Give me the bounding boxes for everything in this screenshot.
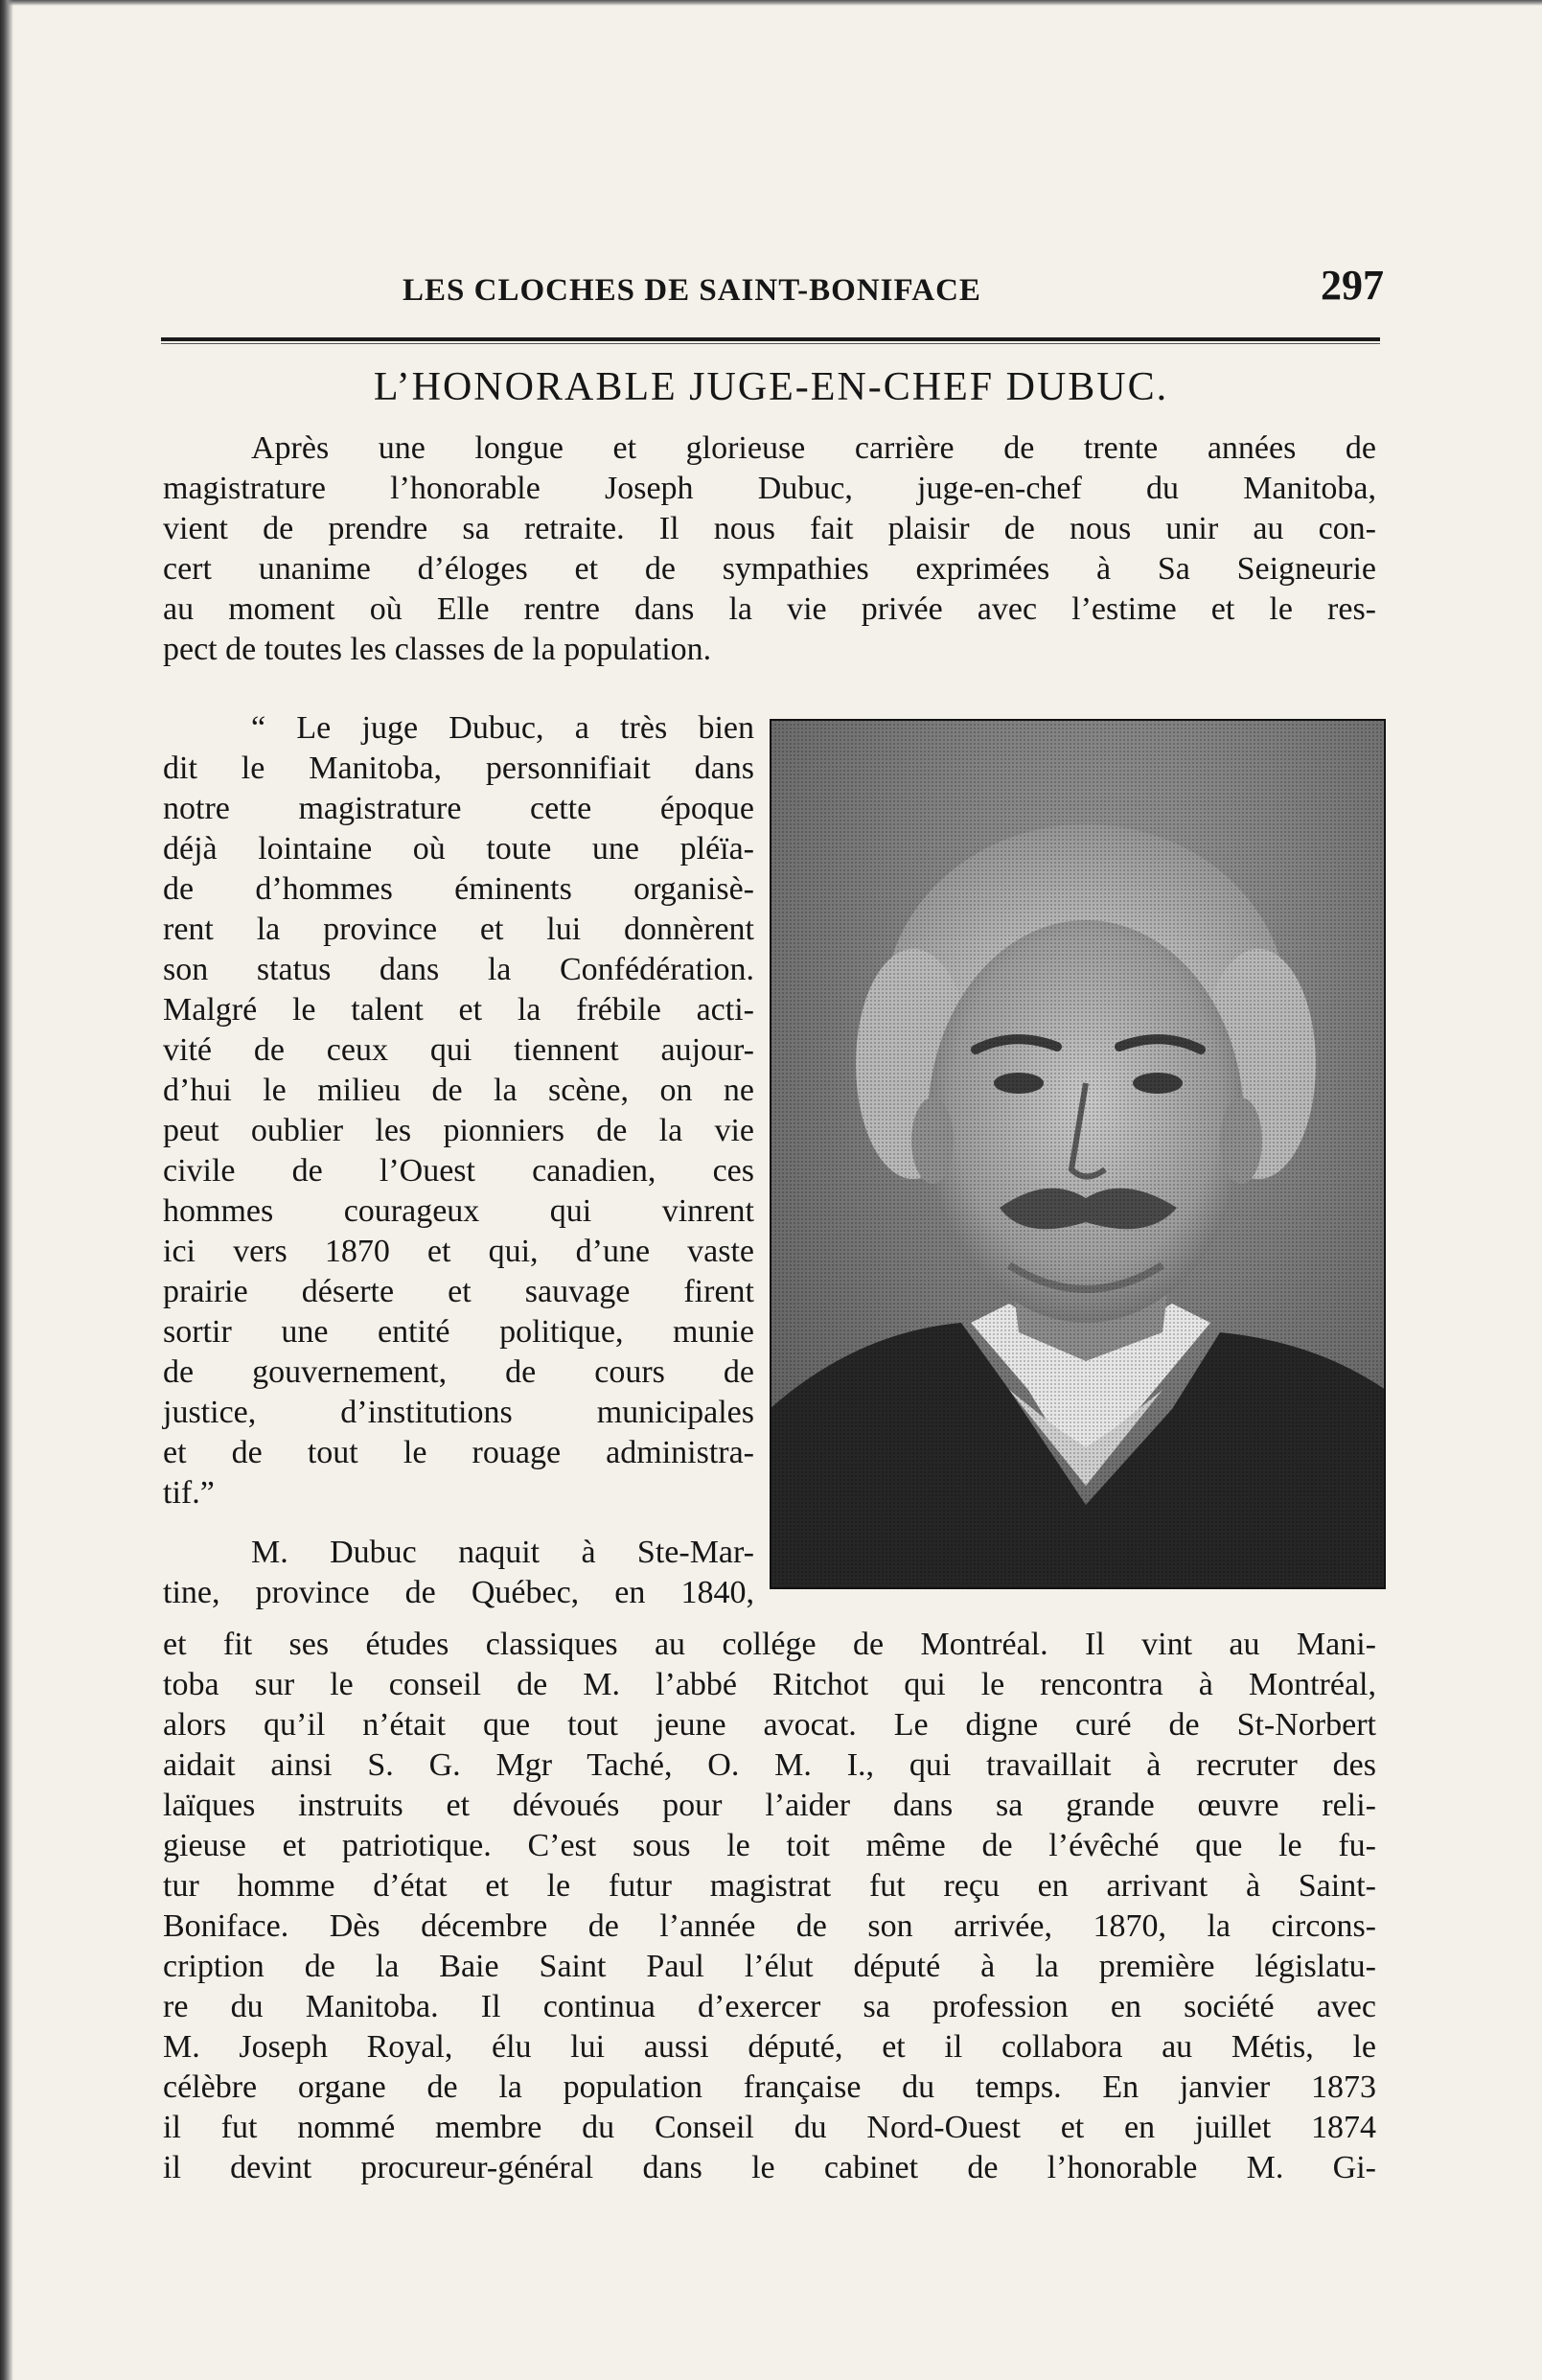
text-line: M. Dubuc naquit à Ste-Mar- [251, 1535, 754, 1570]
text-line: de d’hommes éminents organisè- [163, 871, 754, 907]
text-line: tur homme d’état et le futur magistrat fut reçu en arrivant à Saint- [163, 1868, 1376, 1904]
text-line: sortir une entité politique, munie [163, 1314, 754, 1350]
text-line: tine, province de Québec, en 1840, [163, 1575, 754, 1610]
text-line: gieuse et patriotique. C’est sous le toit même de l’évêché que le fu- [163, 1828, 1376, 1863]
text-line: Malgré le talent et la frébile acti- [163, 992, 754, 1028]
text-line: vient de prendre sa retraite. Il nous fait plaisir de nous unir au con- [163, 511, 1376, 546]
text-line: laïques instruits et dévoués pour l’aider dans sa grande œuvre reli- [163, 1788, 1376, 1823]
text-line: cription de la Baie Saint Paul l’élut député à la première législatu- [163, 1949, 1376, 1984]
binding-edge [0, 0, 13, 2380]
text-line: Boniface. Dès décembre de l’année de son arrivée, 1870, la circons- [163, 1908, 1376, 1944]
text-line: de gouvernement, de cours de [163, 1354, 754, 1390]
text-line: et de tout le rouage administra- [163, 1435, 754, 1470]
text-line: toba sur le conseil de M. l’abbé Ritchot qui le rencontra à Montréal, [163, 1667, 1376, 1702]
header-rule [161, 337, 1380, 341]
running-head: LES CLOCHES DE SAINT-BONIFACE [403, 273, 981, 308]
text-line: justice, d’institutions municipales [163, 1395, 754, 1430]
text-line: célèbre organe de la population française du temps. En janvier 1873 [163, 2069, 1376, 2105]
text-line: re du Manitoba. Il continua d’exercer sa profession en société avec [163, 1989, 1376, 2024]
text-line: tif.” [163, 1475, 215, 1511]
text-line: prairie déserte et sauvage firent [163, 1274, 754, 1309]
text-line: Après une longue et glorieuse carrière de trente années de [251, 430, 1376, 466]
text-line: magistrature l’honorable Joseph Dubuc, juge-en-chef du Manitoba, [163, 471, 1376, 506]
text-line: vité de ceux qui tiennent aujour- [163, 1032, 754, 1068]
page-number: 297 [1321, 262, 1384, 309]
text-line: alors qu’il n’était que tout jeune avocat. Le digne curé de St-Norbert [163, 1707, 1376, 1743]
header-rule-thin [161, 343, 1380, 344]
text-line: pect de toutes les classes de la population. [163, 632, 712, 667]
text-line: peut oublier les pionniers de la vie [163, 1113, 754, 1148]
article-title: L’HONORABLE JUGE-EN-CHEF DUBUC. [373, 365, 1169, 409]
text-line: déjà lointaine où toute une pléïa- [163, 831, 754, 867]
text-line: il fut nommé membre du Conseil du Nord-Ouest et en juillet 1874 [163, 2110, 1376, 2145]
text-line: hommes courageux qui vinrent [163, 1193, 754, 1229]
text-line: d’hui le milieu de la scène, on ne [163, 1073, 754, 1108]
text-line: cert unanime d’éloges et de sympathies exprimées à Sa Seigneurie [163, 551, 1376, 587]
page-edge [0, 0, 1542, 6]
text-line: rent la province et lui donnèrent [163, 912, 754, 947]
text-line: “ Le juge Dubuc, a très bien [251, 710, 754, 746]
text-line: civile de l’Ouest canadien, ces [163, 1153, 754, 1189]
text-line: M. Joseph Royal, élu lui aussi député, et il collabora au Métis, le [163, 2029, 1376, 2065]
text-line: et fit ses études classiques au collége de Montréal. Il vint au Mani- [163, 1627, 1376, 1662]
text-line: dit le Manitoba, personnifiait dans [163, 751, 754, 786]
text-line: au moment où Elle rentre dans la vie privée avec l’estime et le res- [163, 591, 1376, 627]
text-line: notre magistrature cette époque [163, 791, 754, 826]
text-line: aidait ainsi S. G. Mgr Taché, O. M. I., qui travaillait à recruter des [163, 1747, 1376, 1783]
text-line: son status dans la Confédération. [163, 952, 754, 987]
text-line: il devint procureur-général dans le cabinet de l’honorable M. Gi- [163, 2150, 1376, 2185]
text-line: ici vers 1870 et qui, d’une vaste [163, 1234, 754, 1269]
portrait-photo [770, 719, 1386, 1589]
